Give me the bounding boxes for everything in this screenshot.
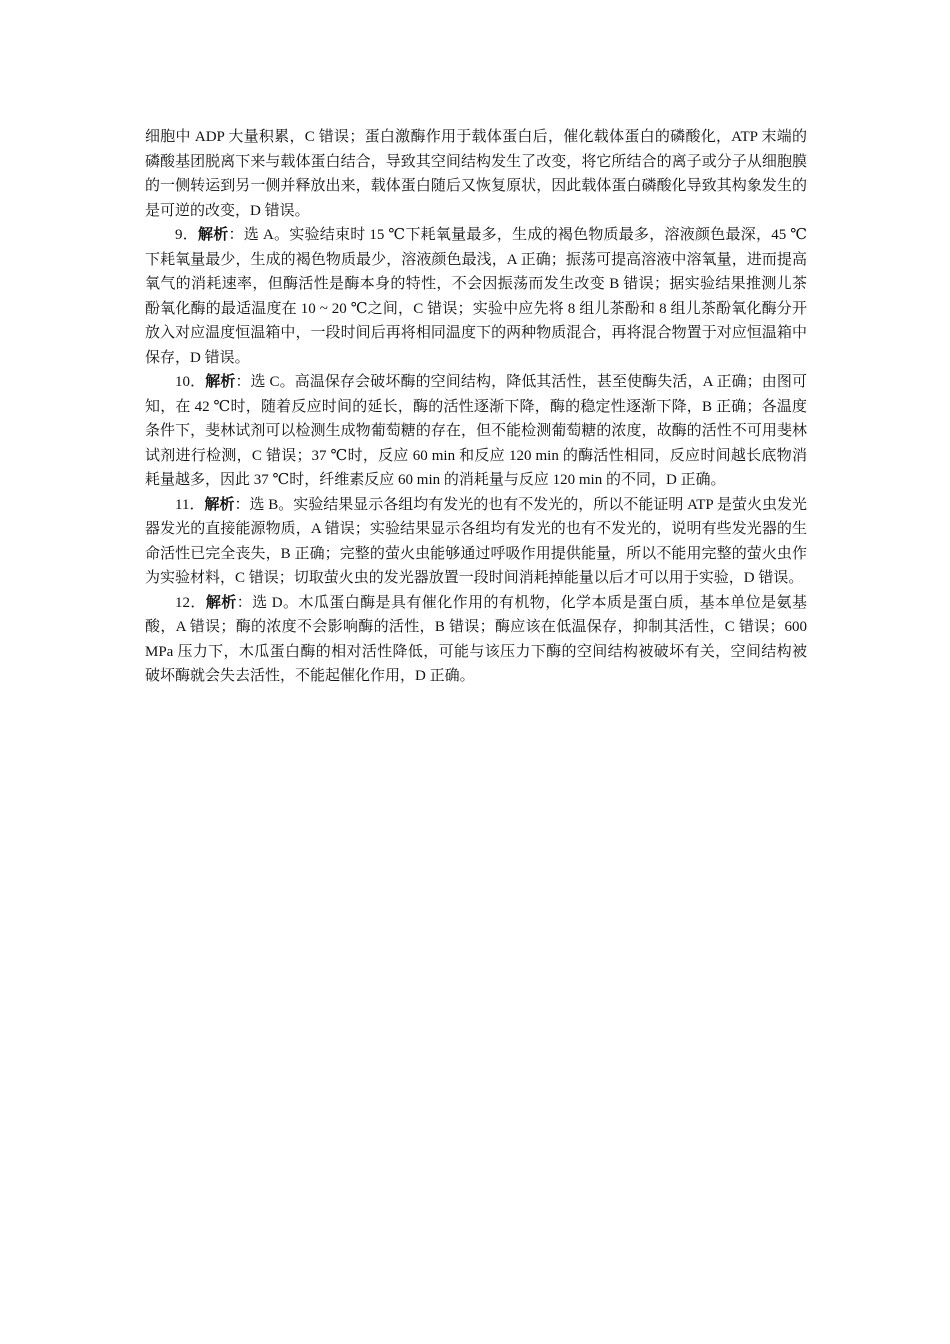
answer-document (145, 125, 807, 689)
analysis-label: 解析 (204, 496, 235, 513)
analysis-label: 解析 (197, 227, 229, 243)
analysis-label: 解析 (205, 594, 237, 611)
paragraph-text: ：选 C。高温保存会破坏酶的空间结构，降低其活性，甚至使酶失活，A 正确；由图可知，在 42 ℃时，随着反应时间的延长，酶的活性逐渐下降，酶的稳定性逐渐下降，B 正确；各温度条件下，斐林试剂可以检测生成物葡萄糖的存在，但不能检测葡萄糖的浓度，故酶的活性不可用斐林试剂进行检测，C 错误；37 ℃时，反应 60 min 和反应 120 min 的酶活性相同，反应时间越长底物消耗量越多，因此 37 ℃时，纤维素反应 60 min 的消耗量与反应 120 min 的不同，D 正确。 (145, 374, 807, 488)
question-number: 11． (175, 496, 205, 513)
analysis-label: 解析 (205, 374, 236, 390)
paragraph-continuation (145, 125, 807, 223)
paragraph-answer-10 (145, 370, 807, 493)
question-number: 9． (175, 227, 198, 243)
paragraph-answer-12 (145, 591, 807, 689)
paragraph-text: 细胞中 ADP 大量积累，C 错误；蛋白激酶作用于载体蛋白后，催化载体蛋白的磷酸化，ATP 末端的磷酸基团脱离下来与载体蛋白结合，导致其空间结构发生了改变，将它所结合的离子或分子从细胞膜的一侧转运到另一侧并释放出来，载体蛋白随后又恢复原状，因此载体蛋白磷酸化导致其构象发生的是可逆的改变，D 错误。 (145, 129, 807, 219)
paragraph-answer-9 (145, 223, 807, 370)
question-number: 10． (175, 374, 206, 390)
paragraph-answer-11 (145, 493, 807, 591)
question-number: 12． (175, 594, 206, 611)
paragraph-text: ：选 D。木瓜蛋白酶是具有催化作用的有机物，化学本质是蛋白质，基本单位是氨基酸，A 错误；酶的浓度不会影响酶的活性，B 错误；酶应该在低温保存，抑制其活性，C 错误；600 MPa 压力下，木瓜蛋白酶的相对活性降低，可能与该压力下酶的空间结构被破坏有关，空间结构被破坏酶就会失去活性，不能起催化作用，D 正确。 (145, 594, 807, 684)
paragraph-text: ：选 B。实验结果显示各组均有发光的也有不发光的，所以不能证明 ATP 是萤火虫发光器发光的直接能源物质，A 错误；实验结果显示各组均有发光的也有不发光的，说明有些发光器的生命活性已完全丧失，B 正确；完整的萤火虫能够通过呼吸作用提供能量，所以不能用完整的萤火虫作为实验材料，C 错误；切取萤火虫的发光器放置一段时间消耗掉能量以后才可以用于实验，D 错误。 (145, 496, 807, 586)
paragraph-text: ：选 A。实验结束时 15 ℃下耗氧量最多，生成的褐色物质最多，溶液颜色最深，45 ℃下耗氧量最少，生成的褐色物质最少，溶液颜色最浅，A 正确；振荡可提高溶液中溶氧量，进而提高氧气的消耗速率，但酶活性是酶本身的特性，不会因振荡而发生改变 B 错误；据实验结果推测儿茶酚氧化酶的最适温度在 10 ~ 20 ℃之间，C 错误；实验中应先将 8 组儿茶酚和 8 组儿茶酚氧化酶分开放入对应温度恒温箱中，一段时间后再将相同温度下的两种物质混合，再将混合物置于对应恒温箱中保存，D 错误。 (145, 227, 807, 366)
